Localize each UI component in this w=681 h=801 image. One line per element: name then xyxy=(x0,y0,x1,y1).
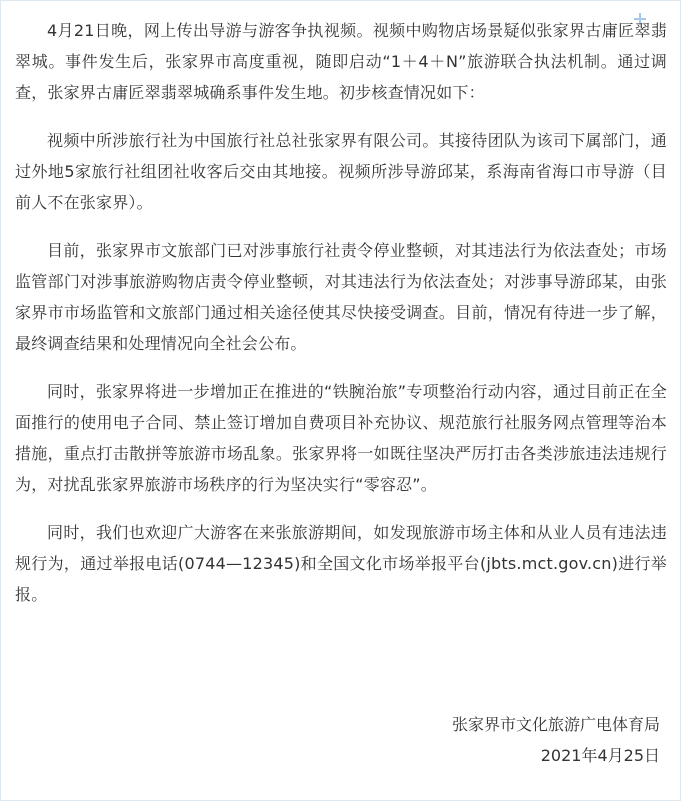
signature-block xyxy=(452,709,660,771)
paragraph-agency: 视频中所涉旅行社为中国旅行社总社张家界有限公司。其接待团队为该司下属部门，通过外地5家旅行社组团社收客后交由其地接。视频所涉导游邱某，系海南省海口市导游（目前人不在张家界）。 xyxy=(15,131,667,212)
paragraph-actions: 目前，张家界市文旅部门已对涉事旅行社责令停业整顿，对其违法行为依法查处；市场监管部门对涉事旅游购物店责令停业整顿，对其违法行为依法查处；对涉事导游邱某，由张家界市市场监管和文旅部门通过相关途径使其尽快接受调查。目前，情况有待进一步了解，最终调查结果和处理情况向全社会公布。 xyxy=(15,241,667,353)
paragraph-reporting: 同时，我们也欢迎广大游客在来张旅游期间，如发现旅游市场主体和从业人员有违法违规行为，通过举报电话(0744—12345)和全国文化市场举报平台(jbts.mct.gov.cn)进行举报。 xyxy=(15,523,667,604)
signature-date: 2021年4月25日 xyxy=(540,746,660,765)
signature-organization: 张家界市文化旅游广电体育局 xyxy=(451,715,660,734)
article-body xyxy=(15,15,667,627)
paragraph-rectification: 同时，张家界将进一步增加正在推进的“铁腕治旅”专项整治行动内容，通过目前正在全面推行的使用电子合同、禁止签订增加自费项目补充协议、规范旅行社服务网点管理等治本措施，重点打击散拼等旅游市场乱象。张家界将一如既往坚决严厉打击各类涉旅违法违规行为，对扰乱张家界旅游市场秩序的行为坚决实行“零容忍”。 xyxy=(15,382,667,494)
paragraph-incident: 4月21日晚，网上传出导游与游客争执视频。视频中购物店场景疑似张家界古庸匠翠翡翠城。事件发生后，张家界市高度重视，随即启动“1＋4＋N”旅游联合执法机制。通过调查，张家界古庸匠翠翡翠城确系事件发生地。初步核查情况如下： xyxy=(15,21,667,102)
